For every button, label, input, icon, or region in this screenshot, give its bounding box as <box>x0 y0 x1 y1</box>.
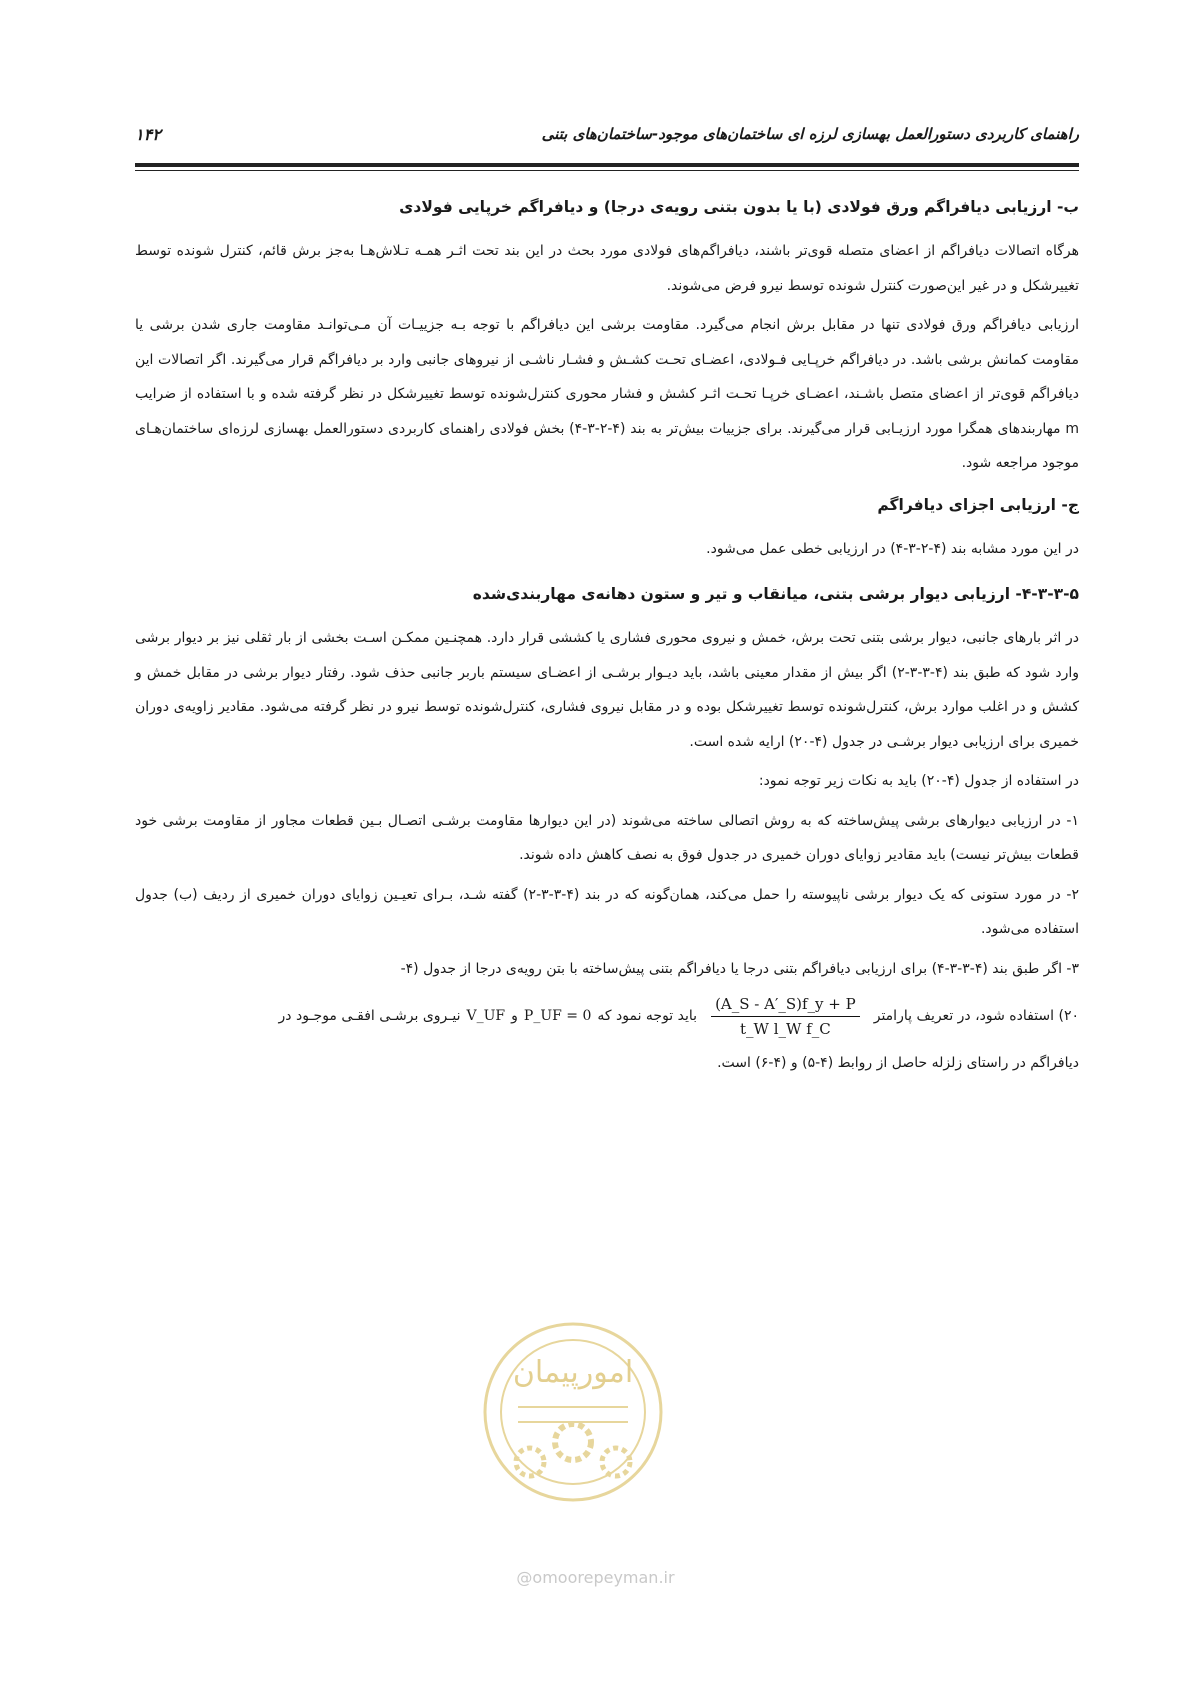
heading-section-c: ج- ارزیابی اجزای دیافراگم <box>877 495 1079 514</box>
paragraph: در اثر بارهای جانبی، دیوار برشی بتنی تحت برش، خمش و نیروی محوری فشاری یا کششی قرار دارد. همچنـین ممکـن اسـت بخشی از بار ثقلی نیز بر دیوار برشی وارد شود که طبق بند (۴-۳-۳-۲) اگر بیش از مقدار معینی باشد، باید دیـوار برشـی از اعضـای سیستم باربر جانبی حذف شود. رفتار دیوار برشی در مقابل خمش و کشش و در اغلب موارد برش، کنترل‌شونده توسط تغییرشکل بوده و در مقابل نیروی فشاری، کنترل‌شونده توسط نیرو در نظر گرفته می‌شود. مقادیر زاویه‌ی دوران خمیری برای ارزیابی دیوار برشـی در جدول (۴-۲۰) ارایه شده است. <box>135 630 1079 750</box>
watermark-logo-text: امورپیمان <box>512 1355 634 1390</box>
note-1: ۱- در ارزیابی دیوارهای برشی پیش‌ساخته که به روش اتصالی ساخته می‌شوند (در این دیوارها مقاومت برشـی اتصـال بـین قطعات مجاور از مقاومت برشی خود قطعات بیش‌تر نیست) باید مقادیر زوایای دوران خمیری در جدول فوق به نصف کاهش داده شوند. <box>135 812 1079 863</box>
note-3-line-1: ۳- اگر طبق بند (۴-۳-۳-۴) برای ارزیابی دیافراگم بتنی درجا یا دیافراگم بتنی پیش‌ساخته با بتن رویه‌ی درجا از جدول (۴- <box>400 960 1079 977</box>
fraction-numerator: (A_S - A′_S)f_y + P <box>711 992 860 1017</box>
note-2: ۲- در مورد ستونی که یک دیوار برشی ناپیوسته را حمل می‌کند، همان‌گونه که در بند (۴-۳-۳-۲) گفته شـد، بـرای تعیـین زوایای دوران خمیری از ردیف (ب) جدول استفاده می‌شود. <box>135 886 1079 937</box>
page-header <box>135 125 1079 159</box>
heading-section-b: ب- ارزیابی دیافراگم ورق فولادی (با یا بدون بتنی رویه‌ی درجا) و دیافراگم خرپایی فولادی <box>399 198 1079 216</box>
header-rule-thick <box>135 163 1079 167</box>
note-3-formula-line <box>135 986 1079 1046</box>
note-3-text-a: ۲۰) استفاده شود، در تعریف پارامتر <box>873 1008 1079 1024</box>
vuf-symbol: V_UF <box>466 1008 506 1024</box>
watermark-url: @omoorepeyman.ir <box>516 1568 675 1587</box>
note-3-text-d: نیـروی برشـی افقـی موجـود در <box>278 1008 461 1024</box>
heading-section-4-3-3-5: ۴-۳-۳-۵- ارزیابی دیوار برشی بتنی، میانقاب و تیر و ستون دهانه‌ی مهاربندی‌شده <box>472 585 1079 603</box>
header-rule-thin <box>135 170 1079 171</box>
paragraph: ارزیابی دیافراگم ورق فولادی تنها در مقابل برش انجام می‌گیرد. مقاومت برشی این دیافراگم با توجه بـه جزییـات آن مـی‌توانـد مقاومت جاری شدن برشی یا مقاومت کمانش برشی باشد. در دیافراگم خرپـایی فـولادی، اعضـای تحـت کشـش و فشـار ناشـی از نیروهای جانبی وارد بر دیافراگم قرار می‌گیرند. اگر اتصالات این دیافراگم قوی‌تر از اعضای متصل باشـند، اعضـای خرپـا تحـت اثـر کشش و فشار محوری کنترل‌شونده توسط تغییرشکل در نظر گرفته شده و با استفاده از ضرایب m مهاربندهای همگرا مورد ارزیـابی قرار می‌گیرند. برای جزییات بیش‌تر به بند (۴-۲-۳-۴) بخش فولادی راهنمای کاربردی دستورالعمل بهسازی لرزه‌ای ساختمان‌هـای موجود مراجعه شود. <box>135 317 1079 471</box>
note-3-line-3: دیافراگم در راستای زلزله حاصل از روابط (۴-۵) و (۴-۶) است. <box>717 1055 1079 1071</box>
note-3-text-c: و <box>511 1008 518 1024</box>
page-body <box>135 183 1079 1086</box>
puf-equation: P_UF = 0 <box>523 1008 592 1024</box>
paragraph: هرگاه اتصالات دیافراگم از اعضای متصله قوی‌تر باشند، دیافراگم‌های فولادی مورد بحث در این بند تحت اثـر همـه تـلاش‌هـا به‌جز برش قائم، کنترل شونده توسط تغییرشکل و در غیر این‌صورت کنترل شونده توسط نیرو فرض می‌شوند. <box>135 243 1079 294</box>
paragraph: در این مورد مشابه بند (۴-۲-۳-۴) در ارزیابی خطی عمل می‌شود. <box>706 540 1079 557</box>
watermark-logo <box>458 1312 688 1512</box>
page-number: ۱۴۲ <box>135 125 161 144</box>
note-3-text-b: باید توجه نمود که <box>597 1008 698 1024</box>
fraction-denominator: t_W l_W f_C <box>740 1019 831 1038</box>
paragraph: در استفاده از جدول (۴-۲۰) باید به نکات زیر توجه نمود: <box>758 773 1079 789</box>
parameter-fraction <box>711 992 860 1041</box>
running-title: راهنمای کاربردی دستورالعمل بهسازی لرزه ای ساختمان‌های موجود-ساختمان‌های بتنی <box>541 125 1079 143</box>
